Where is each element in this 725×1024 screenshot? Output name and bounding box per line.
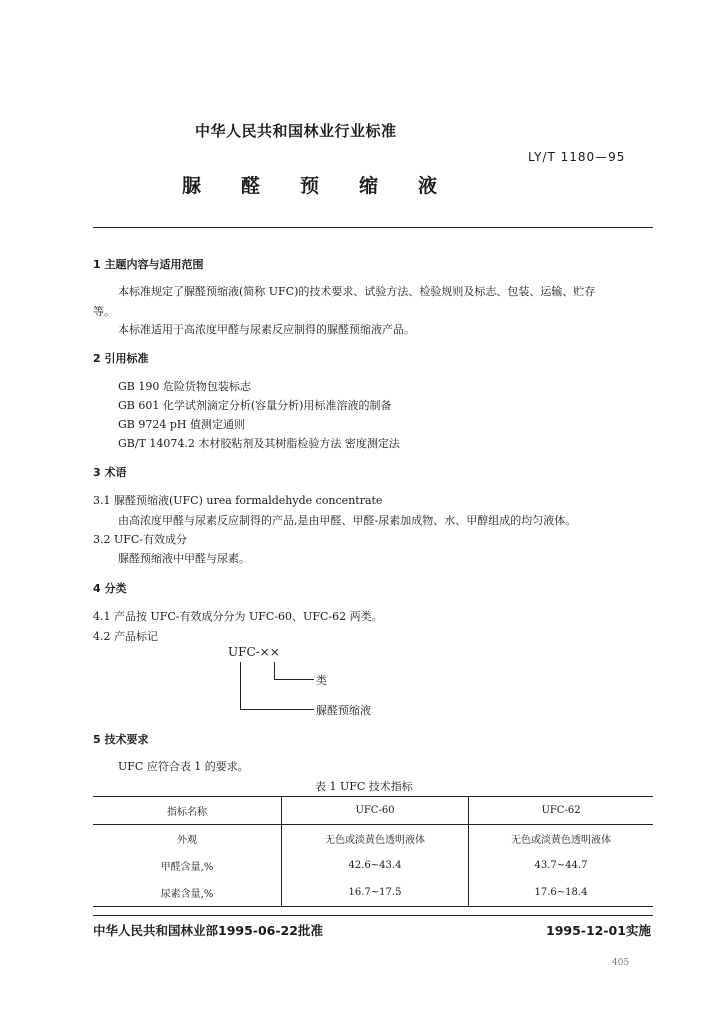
table-row (93, 879, 653, 907)
term-3-1-body: 由高浓度甲醛与尿素反应制得的产品,是由甲醛、甲醛-尿素加成物、水、甲醇组成的均匀液体。 (118, 514, 577, 527)
section-2-heading: 2 引用标准 (93, 352, 149, 365)
title-char: 醛 (240, 175, 260, 197)
section-4-heading: 4 分类 (93, 582, 127, 595)
reference-item: GB 601 化学试剂滴定分析(容量分析)用标准溶液的制备 (118, 399, 392, 412)
header-rule (93, 227, 653, 228)
table-cell: 42.6~43.4 (282, 852, 469, 879)
footer-rule (93, 915, 653, 916)
organization-title: 中华人民共和国林业行业标准 (195, 122, 397, 140)
table-row (93, 852, 653, 879)
section-5-intro: UFC 应符合表 1 的要求。 (118, 760, 249, 773)
table-header-cell: UFC-60 (282, 797, 469, 825)
section-1-para-2: 本标准适用于高浓度甲醛与尿素反应制得的脲醛预缩液产品。 (118, 323, 415, 336)
document-title (182, 171, 437, 198)
table-row (93, 825, 653, 853)
term-3-1-title: 3.1 脲醛预缩液(UFC) urea formaldehyde concentrate (93, 494, 383, 507)
name-bracket-vertical (240, 662, 241, 709)
table-caption: 表 1 UFC 技术指标 (315, 780, 413, 793)
approval-info: 中华人民共和国林业部1995-06-22批准 (93, 923, 323, 938)
table-cell: 17.6~18.4 (469, 879, 654, 907)
section-1-para-1: 本标准规定了脲醛预缩液(简称 UFC)的技术要求、试验方法、检验规则及标志、包装、运输、贮存 (118, 285, 596, 298)
standard-code: LY/T 1180—95 (528, 150, 626, 164)
table-cell: 外观 (177, 835, 197, 846)
class-bracket-horizontal (274, 679, 314, 680)
reference-item: GB 9724 pH 值测定通则 (118, 418, 245, 431)
section-3-heading: 3 术语 (93, 466, 127, 479)
table-header-cell: UFC-62 (469, 797, 654, 825)
table-cell: 无色或淡黄色透明液体 (282, 825, 469, 853)
classification-4-1: 4.1 产品按 UFC-有效成分分为 UFC-60、UFC-62 两类。 (93, 610, 383, 623)
table-cell: 甲醛含量,% (160, 862, 214, 873)
section-1-para-1-cont: 等。 (93, 305, 115, 318)
page-number: 405 (612, 958, 630, 968)
technical-spec-table (93, 796, 653, 907)
table-header-cell: 指标名称 (93, 797, 282, 825)
table-cell: 43.7~44.7 (469, 852, 654, 879)
title-char: 液 (417, 175, 437, 197)
title-char: 缩 (358, 175, 378, 197)
term-3-2-body: 脲醛预缩液中甲醛与尿素。 (118, 552, 250, 565)
marking-code: UFC-×× (228, 645, 280, 659)
name-bracket-horizontal (240, 709, 314, 710)
table-cell: 16.7~17.5 (282, 879, 469, 907)
effective-date: 1995-12-01实施 (546, 923, 651, 938)
title-char: 脲 (182, 175, 202, 197)
table-header-row (93, 797, 653, 825)
classification-4-2: 4.2 产品标记 (93, 630, 158, 643)
section-1-heading: 1 主题内容与适用范围 (93, 258, 204, 271)
table-cell: 无色或淡黄色透明液体 (469, 825, 654, 853)
class-bracket-vertical (274, 662, 275, 679)
marking-label-class: 类 (316, 674, 327, 687)
title-char: 预 (299, 175, 319, 197)
marking-label-name: 脲醛预缩液 (316, 704, 371, 717)
section-5-heading: 5 技术要求 (93, 733, 149, 746)
term-3-2-title: 3.2 UFC-有效成分 (93, 533, 188, 546)
reference-item: GB 190 危险货物包装标志 (118, 380, 251, 393)
reference-item: GB/T 14074.2 木材胶粘剂及其树脂检验方法 密度测定法 (118, 437, 400, 450)
table-cell: 尿素含量,% (93, 879, 282, 907)
